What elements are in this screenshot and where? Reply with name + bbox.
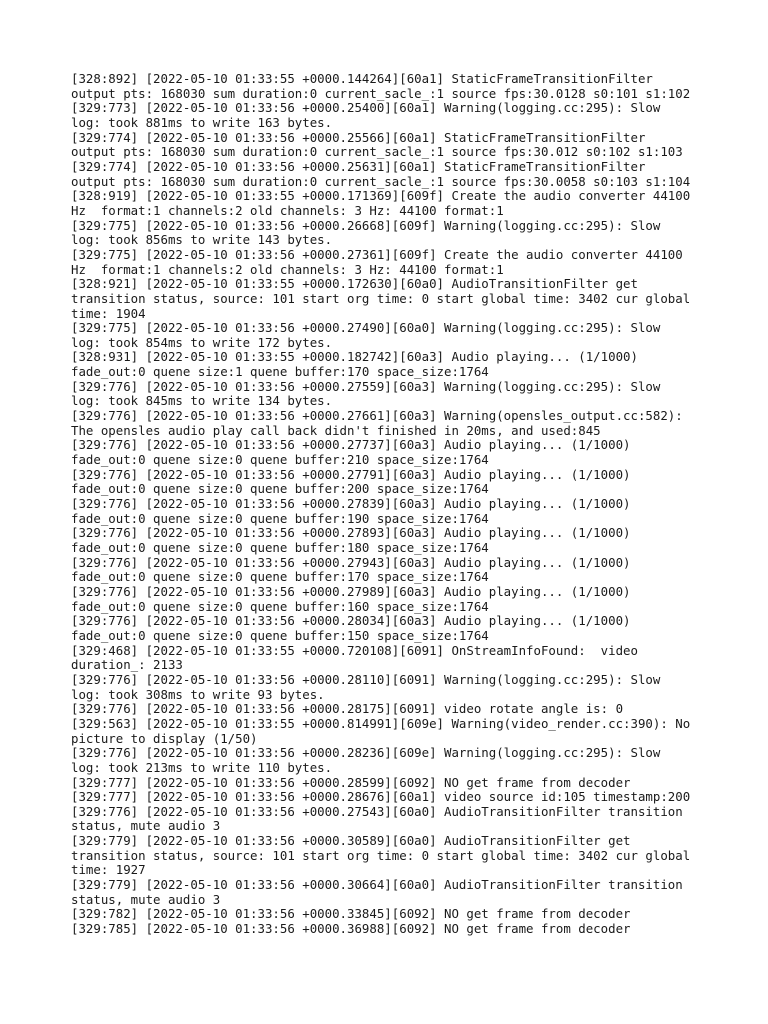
log-line: [329:774] [2022-05-10 01:33:56 +0000.25631][60a1] StaticFrameTransitionFilter xyxy=(71,158,646,174)
log-line: [329:775] [2022-05-10 01:33:56 +0000.26668][609f] Warning(logging.cc:295): Slow xyxy=(71,217,661,233)
log-line: [329:776] [2022-05-10 01:33:56 +0000.27791][60a3] Audio playing... (1/1000) xyxy=(71,466,631,482)
log-line: [328:919] [2022-05-10 01:33:55 +0000.171369][609f] Create the audio converter 44100 xyxy=(71,188,691,204)
log-line: [329:776] [2022-05-10 01:33:56 +0000.27661][60a3] Warning(opensles_output.cc:582): xyxy=(71,408,683,424)
log-line: [329:776] [2022-05-10 01:33:56 +0000.27839][60a3] Audio playing... (1/1000) xyxy=(71,496,631,512)
log-text-block xyxy=(71,72,711,937)
log-line: output pts: 168030 sum duration:0 current_sacle_:1 source fps:30.012 s0:102 s1:103 xyxy=(71,144,683,160)
log-line: fade_out:0 quene size:1 quene buffer:170 space_size:1764 xyxy=(71,364,489,380)
log-line: status, mute audio 3 xyxy=(71,818,221,834)
log-line: [329:776] [2022-05-10 01:33:56 +0000.28175][6091] video rotate angle is: 0 xyxy=(71,701,624,717)
log-line: [329:782] [2022-05-10 01:33:56 +0000.33845][6092] NO get frame from decoder xyxy=(71,906,631,922)
log-line: [329:773] [2022-05-10 01:33:56 +0000.25400][60a1] Warning(logging.cc:295): Slow xyxy=(71,100,661,116)
log-line: duration_: 2133 xyxy=(71,657,183,673)
log-line: log: took 308ms to write 93 bytes. xyxy=(71,686,325,702)
log-line: [329:775] [2022-05-10 01:33:56 +0000.27490][60a0] Warning(logging.cc:295): Slow xyxy=(71,320,661,336)
log-line: [329:785] [2022-05-10 01:33:56 +0000.36988][6092] NO get frame from decoder xyxy=(71,921,631,937)
log-line: fade_out:0 quene size:0 quene buffer:190 space_size:1764 xyxy=(71,510,489,526)
log-line: [329:776] [2022-05-10 01:33:56 +0000.27543][60a0] AudioTransitionFilter transition xyxy=(71,803,683,819)
log-line: [329:777] [2022-05-10 01:33:56 +0000.28676][60a1] video source id:105 timestamp:200 xyxy=(71,789,691,805)
log-line: [329:563] [2022-05-10 01:33:55 +0000.814991][609e] Warning(video_render.cc:390): No xyxy=(71,715,691,731)
log-line: time: 1904 xyxy=(71,305,146,321)
log-line: log: took 856ms to write 143 bytes. xyxy=(71,232,333,248)
log-line: [329:779] [2022-05-10 01:33:56 +0000.30664][60a0] AudioTransitionFilter transition xyxy=(71,877,683,893)
log-line: [328:892] [2022-05-10 01:33:55 +0000.144264][60a1] StaticFrameTransitionFilter xyxy=(71,71,653,86)
log-line: fade_out:0 quene size:0 quene buffer:200 space_size:1764 xyxy=(71,481,489,497)
log-line: status, mute audio 3 xyxy=(71,891,221,907)
log-line: [329:776] [2022-05-10 01:33:56 +0000.27943][60a3] Audio playing... (1/1000) xyxy=(71,554,631,570)
log-line: [329:468] [2022-05-10 01:33:55 +0000.720108][6091] OnStreamInfoFound: video xyxy=(71,642,638,658)
log-line: log: took 213ms to write 110 bytes. xyxy=(71,759,333,775)
log-line: [329:774] [2022-05-10 01:33:56 +0000.25566][60a1] StaticFrameTransitionFilter xyxy=(71,129,646,145)
log-line: The opensles audio play call back didn't finished in 20ms, and used:845 xyxy=(71,422,601,438)
log-line: [329:777] [2022-05-10 01:33:56 +0000.28599][6092] NO get frame from decoder xyxy=(71,774,631,790)
log-line: fade_out:0 quene size:0 quene buffer:160 space_size:1764 xyxy=(71,598,489,614)
log-line: transition status, source: 101 start org time: 0 start global time: 3402 cur global xyxy=(71,290,691,306)
log-line: fade_out:0 quene size:0 quene buffer:180 space_size:1764 xyxy=(71,540,489,555)
log-line: Hz format:1 channels:2 old channels: 3 Hz: 44100 format:1 xyxy=(71,202,504,218)
log-line: [329:776] [2022-05-10 01:33:56 +0000.27989][60a3] Audio playing... (1/1000) xyxy=(71,583,631,599)
log-line: [329:776] [2022-05-10 01:33:56 +0000.27559][60a3] Warning(logging.cc:295): Slow xyxy=(71,378,661,394)
log-line: Hz format:1 channels:2 old channels: 3 Hz: 44100 format:1 xyxy=(71,261,504,277)
log-line: log: took 845ms to write 134 bytes. xyxy=(71,393,333,409)
log-line: fade_out:0 quene size:0 quene buffer:170 space_size:1764 xyxy=(71,569,489,585)
log-line: output pts: 168030 sum duration:0 current_sacle_:1 source fps:30.0058 s0:103 s1:104 xyxy=(71,173,691,189)
log-line: time: 1927 xyxy=(71,862,146,878)
log-line: output pts: 168030 sum duration:0 current_sacle_:1 source fps:30.0128 s0:101 s1:102 xyxy=(71,85,691,101)
log-line: [329:776] [2022-05-10 01:33:56 +0000.28034][60a3] Audio playing... (1/1000) xyxy=(71,613,631,629)
log-line: [328:931] [2022-05-10 01:33:55 +0000.182742][60a3] Audio playing... (1/1000) xyxy=(71,349,638,365)
log-line: log: took 854ms to write 172 bytes. xyxy=(71,334,333,350)
log-line: [329:775] [2022-05-10 01:33:56 +0000.27361][609f] Create the audio converter 44100 xyxy=(71,246,683,262)
log-line: [329:776] [2022-05-10 01:33:56 +0000.28110][6091] Warning(logging.cc:295): Slow xyxy=(71,671,661,687)
log-line: fade_out:0 quene size:0 quene buffer:150 space_size:1764 xyxy=(71,627,489,643)
log-line: [329:776] [2022-05-10 01:33:56 +0000.27737][60a3] Audio playing... (1/1000) xyxy=(71,437,631,453)
log-line: [329:776] [2022-05-10 01:33:56 +0000.28236][609e] Warning(logging.cc:295): Slow xyxy=(71,745,661,761)
log-line: [329:779] [2022-05-10 01:33:56 +0000.30589][60a0] AudioTransitionFilter get xyxy=(71,833,631,849)
log-line: fade_out:0 quene size:0 quene buffer:210 space_size:1764 xyxy=(71,452,489,468)
log-line: [329:776] [2022-05-10 01:33:56 +0000.27893][60a3] Audio playing... (1/1000) xyxy=(71,525,631,541)
log-line: picture to display (1/50) xyxy=(71,730,258,746)
log-line: [328:921] [2022-05-10 01:33:55 +0000.172630][60a0] AudioTransitionFilter get xyxy=(71,276,638,292)
log-line: transition status, source: 101 start org time: 0 start global time: 3402 cur global xyxy=(71,847,691,863)
log-line: log: took 881ms to write 163 bytes. xyxy=(71,114,333,130)
